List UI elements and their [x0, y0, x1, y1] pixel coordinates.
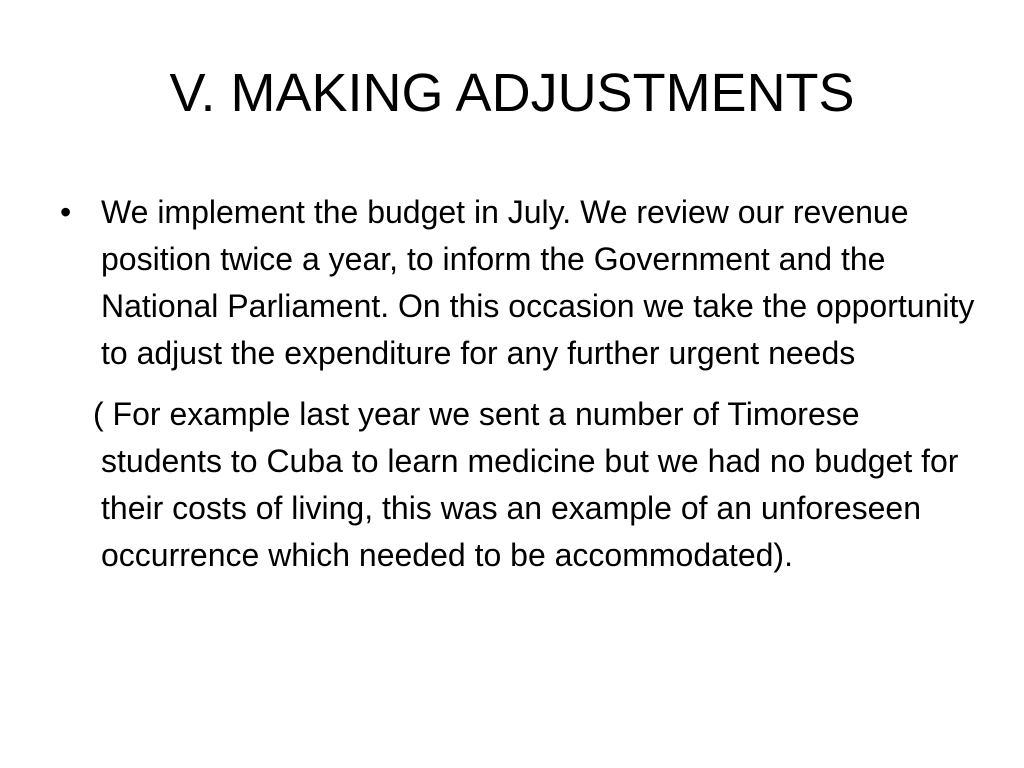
slide-title: V. MAKING ADJUSTMENTS — [169, 63, 855, 123]
continuation-text: ( For example last year we sent a number of Timorese students to Cuba to learn medicine but we had no budget for their costs of living, this was an example of an unforeseen occurrence which needed to be accommodated). — [93, 396, 959, 573]
bullet-text: We implement the budget in July. We review our revenue position twice a year, to inform the Government and the National Parliament. On this occasion we take the opportunity to adjust the expenditure for any further urgent needs — [101, 194, 975, 371]
slide-body — [60, 189, 980, 579]
bullet-item — [60, 189, 980, 377]
bullet-icon: • — [60, 194, 72, 230]
